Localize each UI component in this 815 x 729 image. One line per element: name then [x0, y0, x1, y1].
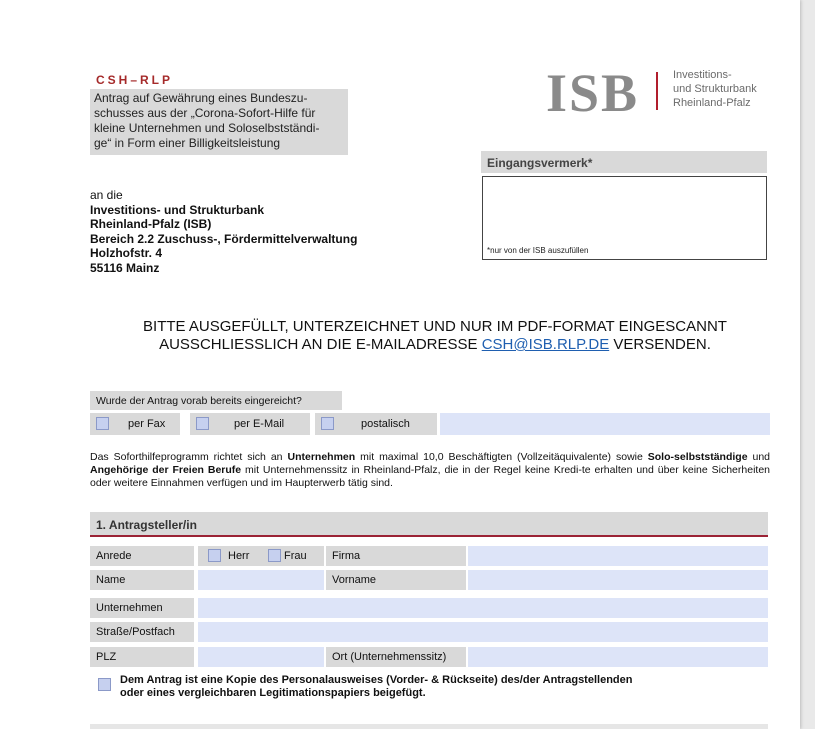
option-label: per E-Mail: [234, 418, 285, 430]
notice-text: AUSSCHLIESSLICH AN DIE E-MAILADRESSE: [159, 336, 482, 353]
ort-input[interactable]: [468, 647, 768, 667]
form-code: CSH–RLP: [96, 73, 174, 87]
checkbox-herr[interactable]: [208, 549, 221, 562]
row-plz-ort: [90, 647, 768, 667]
vorname-label: Vorname: [326, 570, 466, 590]
anrede-options: [198, 546, 324, 566]
eingangsvermerk-title: Eingangsvermerk*: [481, 151, 767, 173]
prior-submission-question: Wurde der Antrag vorab bereits eingereicht?: [90, 391, 342, 410]
isb-logo: [546, 64, 776, 128]
form-description-line: kleine Unternehmen und Soloselbstständi-: [94, 121, 320, 135]
logo-line: und Strukturbank: [673, 83, 757, 95]
option-label: per Fax: [128, 418, 166, 430]
form-description-line: schusses aus der „Corona-Sofort-Hilfe für: [94, 106, 316, 120]
notice-line-2: [90, 336, 780, 354]
row-name: [90, 570, 768, 590]
address-line: Rheinland-Pfalz (ISB): [90, 217, 212, 231]
checkbox-per-fax[interactable]: [96, 417, 109, 430]
para-text: mit maximal 10,0 Beschäftigten (Vollzeitäquivalente) sowie: [355, 451, 648, 463]
logo-divider: [656, 72, 658, 110]
prior-submission-extra-field[interactable]: [440, 413, 770, 435]
herr-label: Herr: [228, 550, 250, 562]
logo-mark: ISB: [546, 63, 640, 123]
para-bold: Angehörige der Freien Berufe: [90, 464, 242, 476]
plz-label: PLZ: [90, 647, 194, 667]
row-strasse: [90, 622, 768, 642]
id-copy-statement: [120, 674, 632, 700]
address-line: 55116 Mainz: [90, 260, 160, 275]
firma-input[interactable]: [468, 546, 768, 566]
form-description: [90, 89, 348, 155]
checkbox-per-email[interactable]: [196, 417, 209, 430]
logo-text: [673, 68, 757, 110]
notice-text: VERSENDEN.: [609, 336, 711, 353]
address-line: Bereich 2.2 Zuschuss-, Fördermittelverwaltung: [90, 231, 358, 246]
para-text: und: [747, 451, 770, 463]
row-anrede: [90, 546, 768, 566]
id-copy-line: oder eines vergleichbaren Legitimationspapiers beigefügt.: [120, 687, 426, 699]
logo-line: Rheinland-Pfalz: [673, 97, 751, 109]
checkbox-postalisch[interactable]: [321, 417, 334, 430]
para-bold: Solo-selbstständige: [647, 451, 748, 463]
notice-line-1: BITTE AUSGEFÜLLT, UNTERZEICHNET UND NUR IM PDF-FORMAT EINGESCANNT: [143, 318, 727, 335]
unternehmen-input[interactable]: [198, 598, 768, 618]
para-bold: Unternehmen: [287, 451, 356, 463]
firma-label: Firma: [326, 546, 466, 566]
address-intro: an die: [90, 188, 123, 202]
vorname-input[interactable]: [468, 570, 768, 590]
plz-input[interactable]: [198, 647, 324, 667]
anrede-label: Anrede: [90, 546, 194, 566]
name-label: Name: [90, 570, 194, 590]
checkbox-id-copy-attached[interactable]: [98, 678, 111, 691]
para-text: Das Soforthilfeprogramm richtet sich an: [90, 451, 288, 463]
unternehmen-label: Unternehmen: [90, 598, 194, 618]
eligibility-paragraph: [90, 451, 770, 490]
form-description-line: ge“ in Form einer Billigkeitsleistung: [94, 136, 281, 150]
email-link[interactable]: CSH@ISB.RLP.DE: [481, 336, 610, 353]
address-line: Investitions- und Strukturbank: [90, 202, 265, 217]
strasse-label: Straße/Postfach: [90, 622, 194, 642]
logo-line: Investitions-: [673, 69, 732, 81]
option-label: postalisch: [361, 418, 410, 430]
para-text: mit Unternehmenssitz in Rheinland-Pfalz, die in der Regel keine Kredi-te erhalten und über keine Sicherheiten oder weitere Einnahmen verfügen und im Haupterwerb tätig sind.: [90, 464, 771, 489]
row-unternehmen: [90, 598, 768, 618]
eingangsvermerk-note: *nur von der ISB auszufüllen: [487, 246, 589, 255]
id-copy-line: Dem Antrag ist eine Kopie des Personalausweises (Vorder- & Rückseite) des/der Antragstellenden: [120, 674, 633, 686]
submission-notice: [90, 318, 780, 354]
name-input[interactable]: [198, 570, 324, 590]
next-section-edge: [90, 724, 768, 729]
section-title-antragsteller: 1. Antragsteller/in: [90, 512, 768, 537]
recipient-address: [90, 188, 357, 275]
address-line: Holzhofstr. 4: [90, 246, 163, 260]
option-cell-fax: [90, 413, 180, 435]
prior-submission-options: [90, 413, 770, 435]
checkbox-frau[interactable]: [268, 549, 281, 562]
form-description-line: Antrag auf Gewährung eines Bundeszu-: [94, 91, 308, 105]
option-cell-post: [315, 413, 437, 435]
option-cell-email: [190, 413, 310, 435]
strasse-input[interactable]: [198, 622, 768, 642]
ort-label: Ort (Unternehmenssitz): [326, 647, 466, 667]
frau-label: Frau: [284, 550, 307, 562]
